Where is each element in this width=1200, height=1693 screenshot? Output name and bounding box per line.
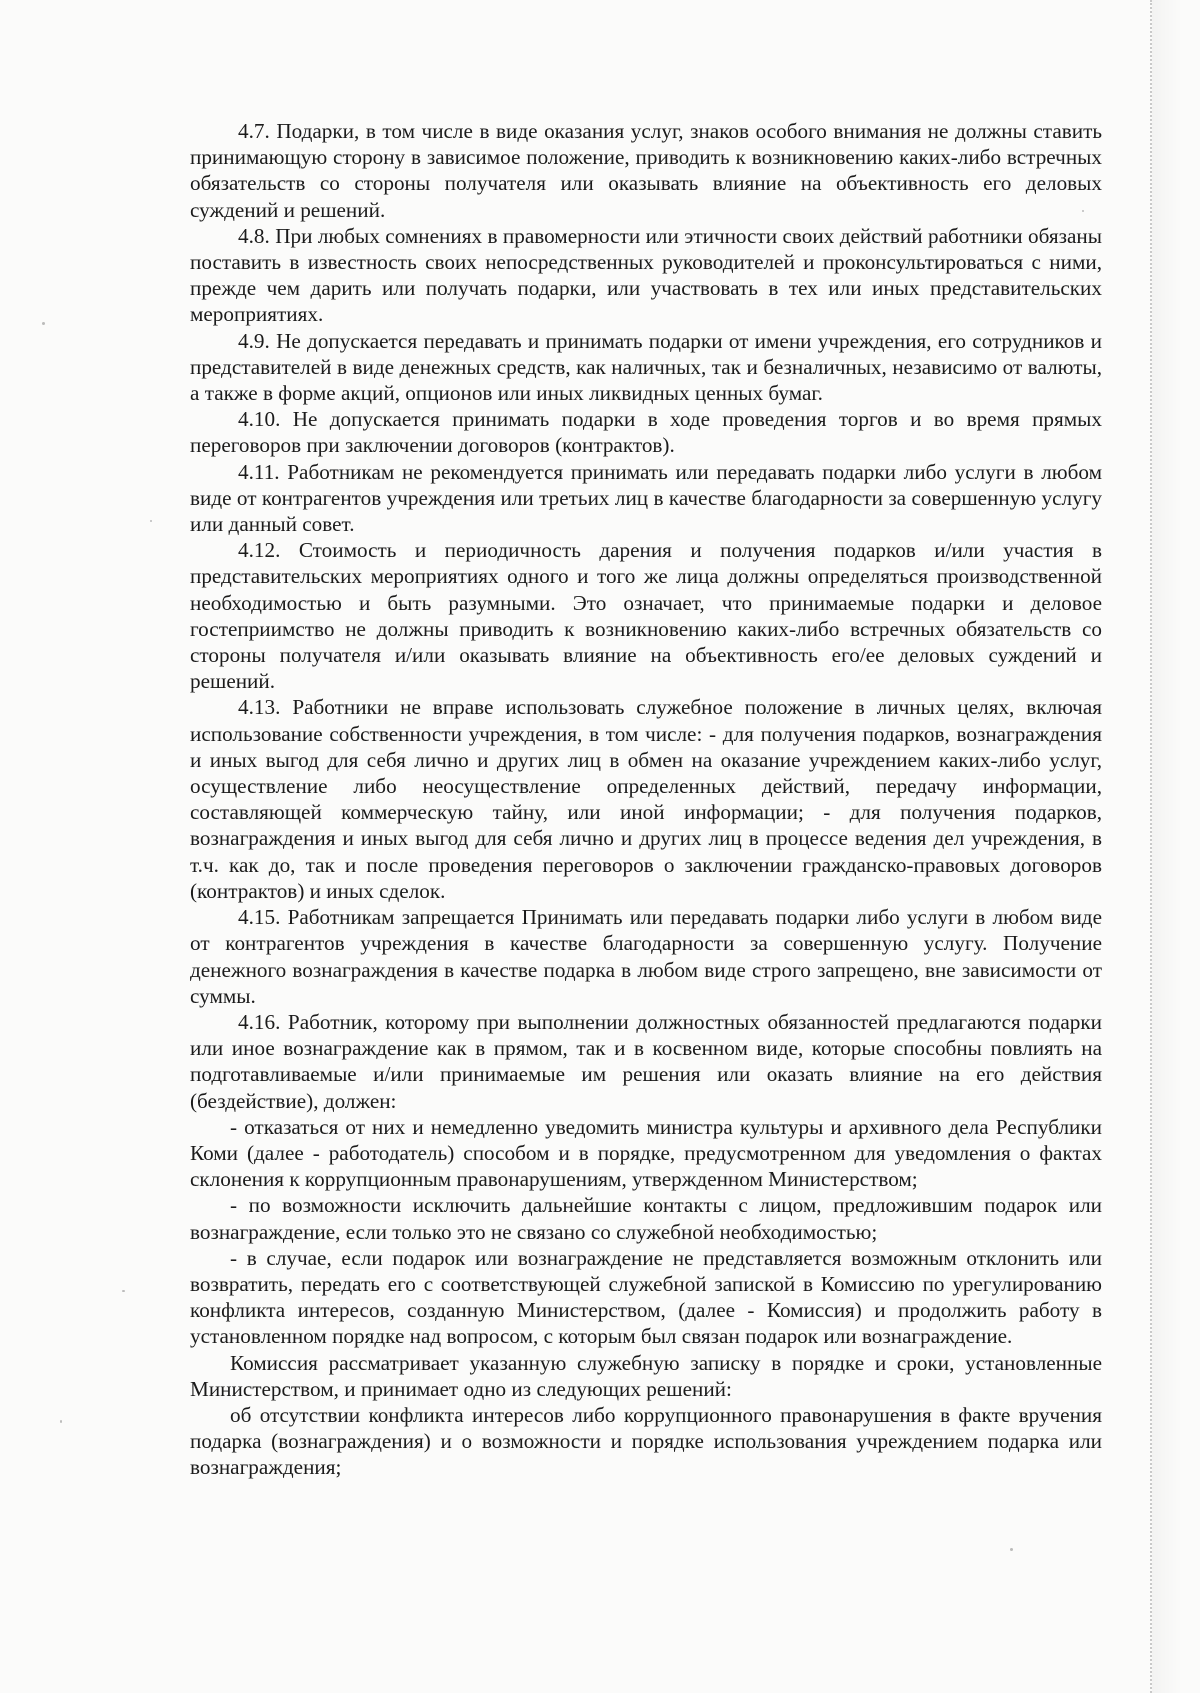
- list-item-exclude-contacts: - по возможности исключить дальнейшие контакты с лицом, предложившим подарок или вознаграждение, если только это не связано со служебной необходимостью;: [190, 1193, 1102, 1244]
- paragraph-4-10: 4.10. Не допускается принимать подарки в ходе проведения торгов и во время прямых переговоров при заключении договоров (контрактов).: [190, 407, 1102, 458]
- paragraph-4-8: 4.8. При любых сомнениях в правомерности или этичности своих действий работники обязаны поставить в известность своих непосредственных руководителей и проконсультироваться с ними, прежде чем дарить или получать подарки, или участвовать в тех или иных представительских мероприятиях.: [190, 223, 1102, 327]
- paragraph-4-13: 4.13. Работники не вправе использовать служебное положение в личных целях, включая использование собственности учреждения, в том числе: - для получения подарков, вознаграждения и иных выгод для себя лично и других лиц в обмен на оказание учреждением каких-либо услуг, осуществление либо неосуществление определенных действий, передачу информации, составляющей коммерческую тайну, или иной информации; - для получения подарков, вознаграждения и иных выгод для себя лично и других лиц в процессе ведения дел учреждения, в т.ч. как до, так и после проведения переговоров о заключении гражданско-правовых договоров (контрактов) и иных сделок.: [190, 695, 1102, 903]
- scan-edge: [1150, 0, 1182, 1693]
- scan-speckle: [42, 322, 45, 325]
- paragraph-decision-no-conflict: об отсутствии конфликта интересов либо коррупционного правонарушения в факте вручения подарка (вознаграждения) и о возможности и порядке использования учреждением подарка или вознаграждения;: [190, 1402, 1102, 1480]
- paragraph-4-11: 4.11. Работникам не рекомендуется принимать или передавать подарки либо услуги в любом виде от контрагентов учреждения или третьих лиц в качестве благодарности за совершенную услугу или данный совет.: [190, 459, 1102, 537]
- paragraph-4-7: 4.7. Подарки, в том числе в виде оказания услуг, знаков особого внимания не должны ставить принимающую сторону в зависимое положение, приводить к возникновению каких-либо встречных обязательств со стороны получателя или оказывать влияние на объективность его деловых суждений и решений.: [190, 119, 1102, 222]
- scan-speckle: [60, 1420, 62, 1423]
- document-body: [190, 118, 1102, 1481]
- paragraph-4-15: 4.15. Работникам запрещается Принимать или передавать подарки либо услуги в любом виде от контрагентов учреждения в качестве благодарности за совершенную услугу. Получение денежного вознаграждения в качестве подарка в любом виде строго запрещено, вне зависимости от суммы.: [190, 905, 1102, 1008]
- paragraph-4-12: 4.12. Стоимость и периодичность дарения и получения подарков и/или участия в представительских мероприятиях одного и того же лица должны определяться производственной необходимостью и быть разумными. Это означает, что принимаемые подарки и деловое гостеприимство не должны приводить к возникновению каких-либо встречных обязательств со стороны получателя и/или оказывать влияние на объективность его/ее деловых суждений и решений.: [190, 538, 1102, 694]
- paragraph-4-9: 4.9. Не допускается передавать и принимать подарки от имени учреждения, его сотрудников и представителей в виде денежных средств, как наличных, так и безналичных, независимо от валюты, а также в форме акций, опционов или иных ликвидных ценных бумаг.: [190, 328, 1102, 406]
- scan-speckle: [1010, 1548, 1013, 1551]
- paragraph-4-16: 4.16. Работник, которому при выполнении должностных обязанностей предлагаются подарки или иное вознаграждение как в прямом, так и в косвенном виде, которые способны повлиять на подготавливаемые и/или принимаемые им решения или оказать влияние на его действия (бездействие), должен:: [190, 1009, 1102, 1113]
- list-item-refuse-notify: - отказаться от них и немедленно уведомить министра культуры и архивного дела Республики Коми (далее - работодатель) способом и в порядке, предусмотренном для уведомления о фактах склонения к коррупционным правонарушениям, утвержденном Министерством;: [190, 1114, 1102, 1192]
- scan-speckle: [150, 520, 152, 522]
- list-item-hand-over-to-commission: - в случае, если подарок или вознаграждение не представляется возможным отклонить или возвратить, передать его с соответствующей служебной запиской в Комиссию по урегулированию конфликта интересов, созданную Министерством, (далее - Комиссия) и продолжить работу в установленном порядке над вопросом, с которым был связан подарок или вознаграждение.: [190, 1245, 1102, 1349]
- paragraph-commission-review: Комиссия рассматривает указанную служебную записку в порядке и сроки, установленные Министерством, и принимает одно из следующих решений:: [190, 1350, 1102, 1401]
- scan-speckle: [122, 1290, 125, 1292]
